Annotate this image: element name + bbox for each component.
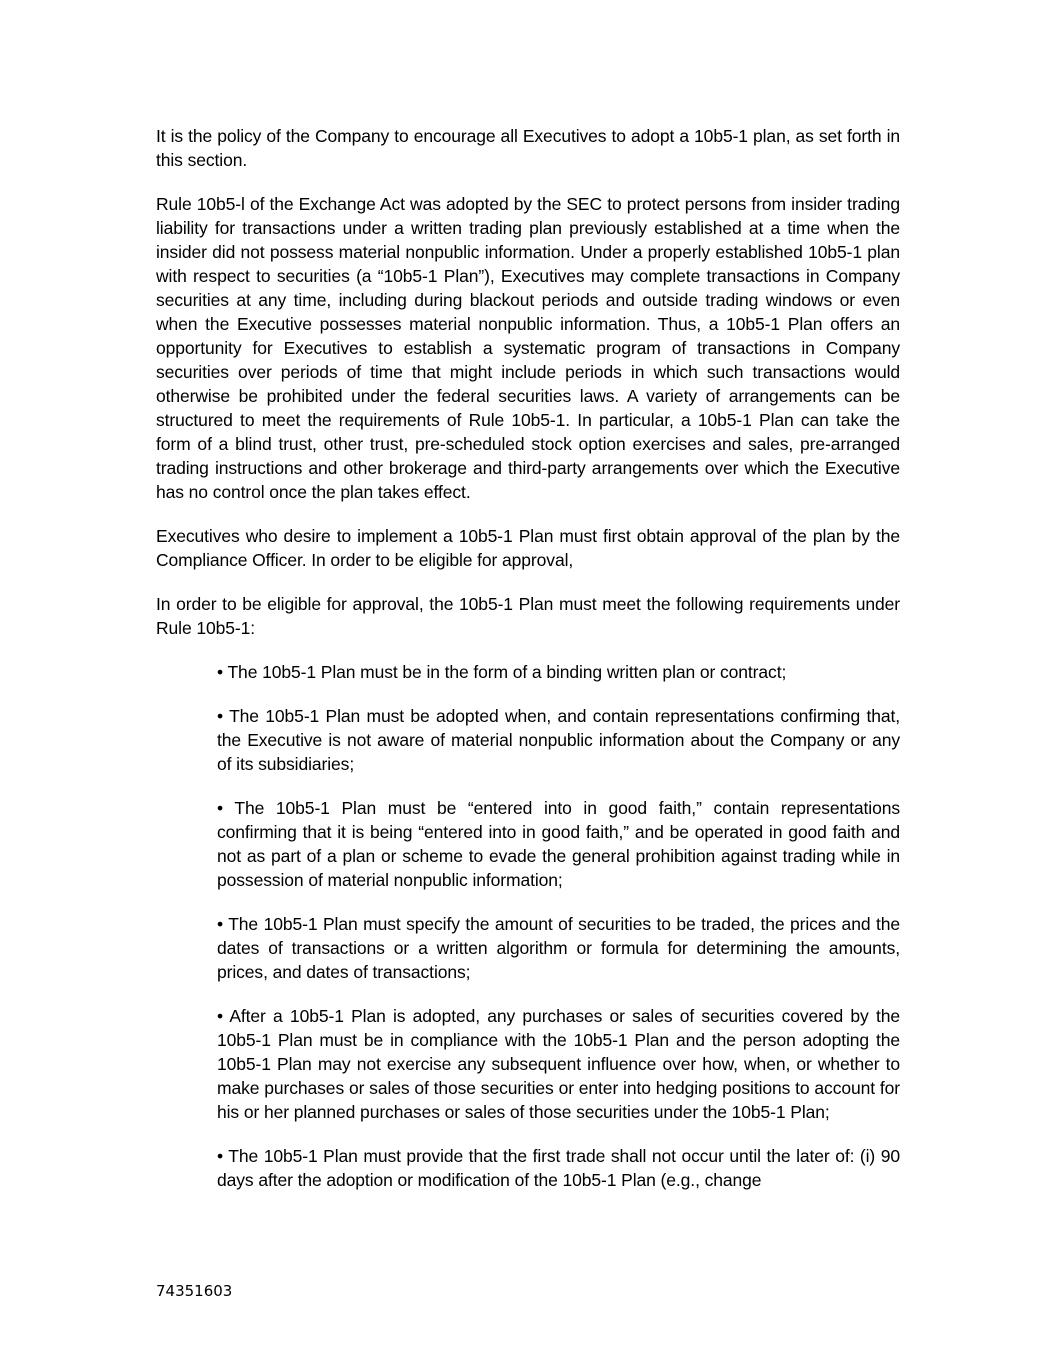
requirement-bullet: • After a 10b5-1 Plan is adopted, any purchases or sales of securities covered by the 10b5-1 Plan must be in compliance with the 10b5-1 Plan and the person adopting the 10b5-1 Plan may not exercise any subsequent influence over how, when, or whether to make purchases or sales of those securities or enter into hedging positions to account for his or her planned purchases or sales of those securities under the 10b5-1 Plan; xyxy=(217,1006,900,1122)
rule-10b5-1-paragraph: Rule 10b5-l of the Exchange Act was adopted by the SEC to protect persons from insider trading liability for transactions under a written trading plan previously established at a time when the insider did not possess material nonpublic information. Under a properly established 10b5-1 plan with respect to securities (a “10b5-1 Plan”), Executives may complete transactions in Company securities at any time, including during blackout periods and outside trading windows or even when the Executive possesses material nonpublic information. Thus, a 10b5-1 Plan offers an opportunity for Executives to establish a systematic program of transactions in Company securities over periods of time that might include periods in which such transactions would otherwise be prohibited under the federal securities laws. A variety of arrangements can be structured to meet the requirements of Rule 10b5-1. In particular, a 10b5-1 Plan can take the form of a blind trust, other trust, pre-scheduled stock option exercises and sales, pre-arranged trading instructions and other brokerage and third-party arrangements over which the Executive has no control once the plan takes effect. xyxy=(156,194,900,502)
approval-paragraph: Executives who desire to implement a 10b5-1 Plan must first obtain approval of the plan by the Compliance Officer. In order to be eligible for approval, xyxy=(156,526,900,570)
document-body xyxy=(156,124,900,1212)
requirements-intro-paragraph: In order to be eligible for approval, the 10b5-1 Plan must meet the following requirements under Rule 10b5-1: xyxy=(156,594,900,638)
requirement-bullet: • The 10b5-1 Plan must be in the form of a binding written plan or contract; xyxy=(217,662,787,682)
requirement-bullet: • The 10b5-1 Plan must be “entered into in good faith,” contain representations confirming that it is being “entered into in good faith,” and be operated in good faith and not as part of a plan or scheme to evade the general prohibition against trading while in possession of material nonpublic information; xyxy=(217,798,900,890)
requirement-bullet: • The 10b5-1 Plan must be adopted when, and contain representations confirming that, the Executive is not aware of material nonpublic information about the Company or any of its subsidiaries; xyxy=(217,706,900,774)
policy-intro-paragraph: It is the policy of the Company to encourage all Executives to adopt a 10b5-1 plan, as set forth in this section. xyxy=(156,126,900,170)
document-footer-id: 74351603 xyxy=(156,1282,233,1300)
requirement-bullet: • The 10b5-1 Plan must provide that the first trade shall not occur until the later of: (i) 90 days after the adoption or modification of the 10b5-1 Plan (e.g., change xyxy=(217,1146,900,1190)
requirement-bullet: • The 10b5-1 Plan must specify the amount of securities to be traded, the prices and the dates of transactions or a written algorithm or formula for determining the amounts, prices, and dates of transactions; xyxy=(217,914,900,982)
